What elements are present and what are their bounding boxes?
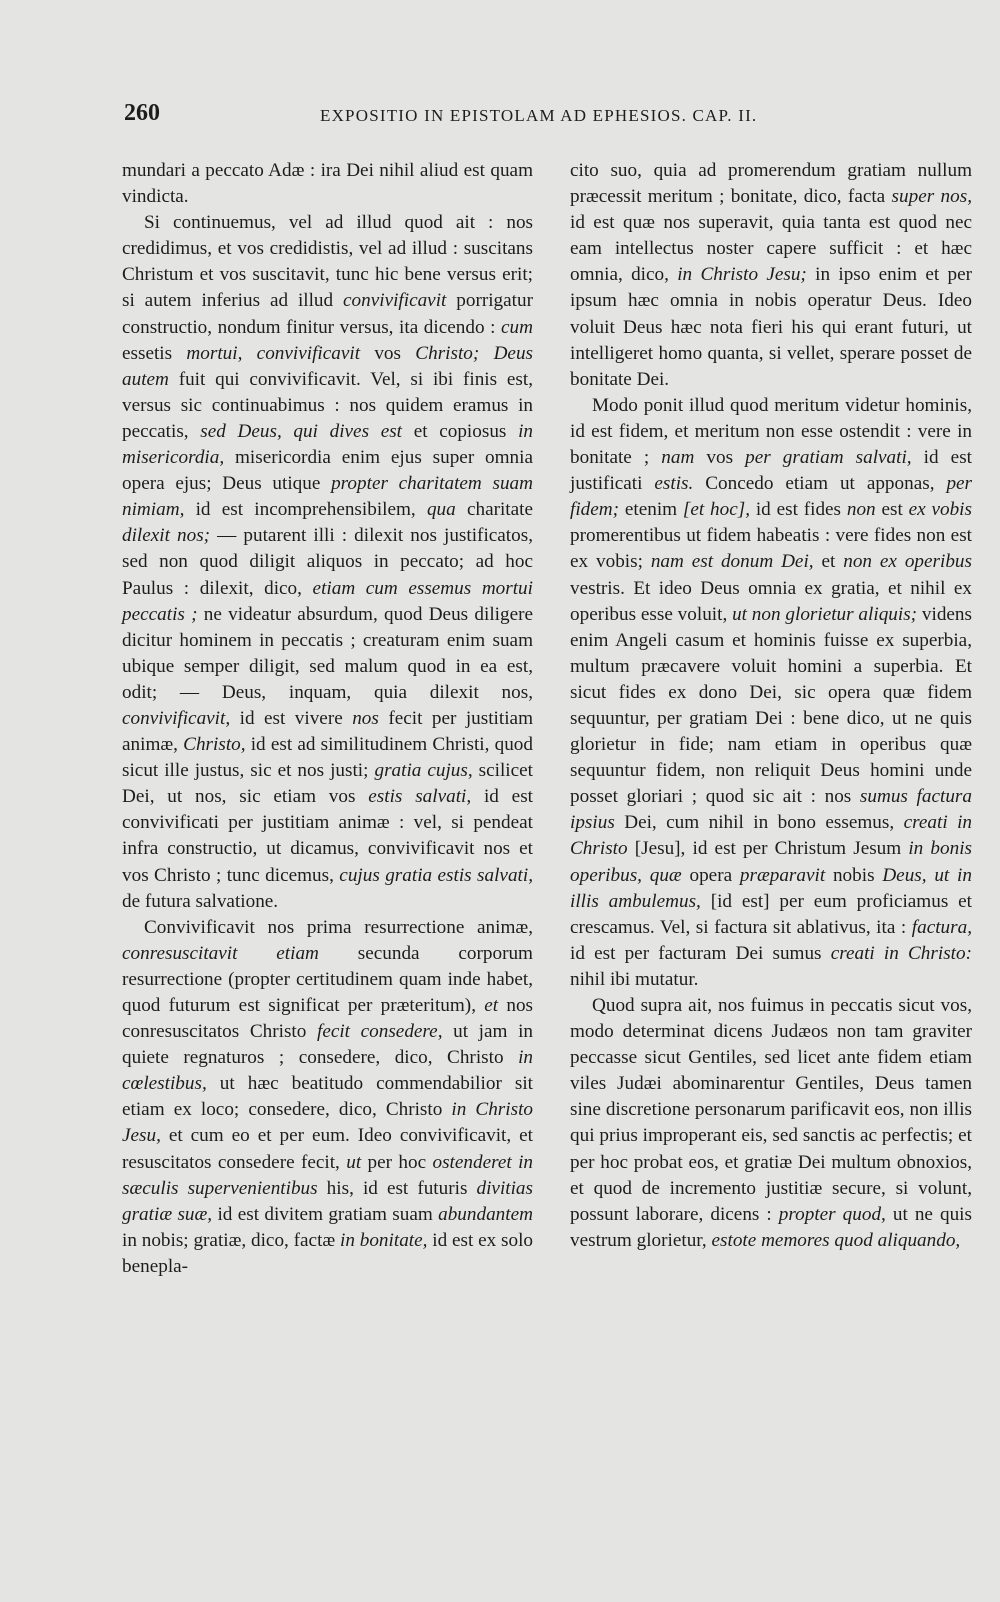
text-run: porrigatur constructio, nondum finitur versus, ita dicendo : bbox=[122, 290, 533, 338]
italic-text-run: mortui, convivificavit bbox=[186, 342, 361, 364]
italic-text-run: conresuscitavit etiam bbox=[122, 942, 319, 964]
page-header bbox=[120, 100, 850, 130]
text-run: essetis bbox=[122, 342, 187, 364]
italic-text-run: in Christo Jesu, bbox=[122, 1099, 533, 1147]
italic-text-run: Deus, ut in illis ambulemus, bbox=[570, 864, 972, 912]
italic-text-run: cujus gratia estis salvati, bbox=[339, 864, 533, 886]
paragraph bbox=[570, 993, 972, 1254]
text-run: et cum eo et per eum. Ideo convivificavit, et resuscitatos consedere fecit, bbox=[122, 1125, 533, 1173]
text-run: scilicet Dei, ut nos, sic etiam vos bbox=[122, 760, 534, 808]
text-run: per hoc bbox=[361, 1151, 433, 1173]
paragraph bbox=[570, 158, 972, 393]
italic-text-run: non bbox=[846, 499, 876, 521]
text-run: Quod supra ait, nos fuimus in peccatis sicut vos, modo determinat dicens Judæos non tam graviter peccasse sicut Gentiles, sed licet ante fidem etiam viles Judæi abominarentur Gentiles, Deus tamen sine discretione personarum parificavit eos, non illis qui prius improperant eis, sed sanctis ac perfectis; et per hoc probat eos, et gratiæ Dei multum obnoxios, et quod de incremento justitiæ secure, si volunt, possunt laborare, dicens : bbox=[570, 995, 972, 1225]
text-run: — putarent illi : dilexit nos justificatos, sed non quod diligit aliquos in peccato; ad hoc Paulus : dilexit, dico, bbox=[122, 525, 533, 599]
italic-text-run: Christo; Deus autem bbox=[122, 342, 534, 390]
text-run: promerentibus ut fidem habeatis : vere fides non est ex vobis; bbox=[570, 525, 972, 573]
text-run: id est quæ nos superavit, quia tanta est quod nec eam intellectus noster capere sufficit : et hæc omnia, dico, bbox=[570, 212, 972, 286]
italic-text-run: estis. bbox=[654, 473, 694, 495]
italic-text-run: Christo, bbox=[183, 734, 246, 756]
text-run: id est convivificati per justitiam animæ : vel, si pendeat infra constructio, ut dicamus, convivificavit nos et vos Christo ; tunc dicemus, bbox=[122, 786, 533, 886]
italic-text-run: in bonis operibus, quæ bbox=[570, 838, 972, 886]
italic-text-run: nos bbox=[352, 707, 379, 729]
text-run: nobis bbox=[825, 864, 883, 886]
text-run: Si continuemus, vel ad illud quod ait : nos credidimus, et vos credidistis, vel ad illud : suscitans Christum et vos suscitavit, tunc hic bene versus erit; si autem inferius ad illud bbox=[122, 212, 533, 312]
text-run: his, id est futuris bbox=[317, 1177, 477, 1199]
italic-text-run: non ex operibus bbox=[843, 551, 972, 573]
italic-text-run: in cœlestibus, bbox=[122, 1047, 533, 1095]
text-run: ut hæc beatitudo commendabilior sit etiam ex loco; consedere, dico, Christo bbox=[122, 1073, 533, 1121]
italic-text-run: in Christo Jesu; bbox=[677, 264, 807, 286]
text-run: [id est] per eum proficiamus et crescamus. Vel, si factura sit ablativus, ita : bbox=[570, 890, 972, 938]
text-run: in nobis; gratiæ, dico, factæ bbox=[122, 1229, 341, 1251]
text-run: ut ne quis vestrum glorietur, bbox=[570, 1203, 972, 1251]
text-run: mundari a peccato Adæ : ira Dei nihil aliud est quam vindicta. bbox=[122, 160, 533, 208]
paragraph bbox=[122, 210, 533, 915]
text-run: id est ad similitudinem Christi, quod sicut ille justus, sic et nos justi; bbox=[122, 734, 533, 782]
italic-text-run: qua bbox=[426, 499, 456, 521]
text-run: videns enim Angeli casum et hominis fuisse ex superbia, multum præcavere voluit homini a superbia. Et sicut fides ex dono Dei, sic opera quæ fidem sequuntur, per gratiam Dei : bene dico, ut ne quis glorietur in fide; nam etiam in operibus quæ sequuntur fidem, non reliquit Deus homini unde posset gloriari ; quod sic ait : nos bbox=[570, 603, 972, 808]
italic-text-run: estis salvati, bbox=[368, 786, 472, 808]
italic-text-run: abundantem bbox=[438, 1203, 533, 1225]
text-run: fuit qui convivificavit. Vel, si ibi finis est, versus sic continuabimus : nos quidem eramus in peccatis, bbox=[122, 368, 533, 442]
text-column-right bbox=[570, 158, 972, 1254]
text-run: id est divitem gratiam suam bbox=[212, 1203, 439, 1225]
text-run: Modo ponit illud quod meritum videtur hominis, id est fidem, et meritum non esse ostendit : vere in bonitate ; bbox=[570, 394, 972, 469]
italic-text-run: ut non glorietur aliquis; bbox=[732, 603, 918, 625]
italic-text-run: [et hoc], bbox=[682, 499, 751, 521]
text-run: ut jam in quiete regnaturos ; consedere, dico, Christo bbox=[122, 1021, 533, 1069]
text-run: nos conresuscitatos Christo bbox=[122, 995, 534, 1043]
text-run: in ipso enim et per ipsum hæc omnia in nobis operatur Deus. Ideo voluit Deus hæc nota fieri his qui erant futuri, ut intelligeret homo quanta, si vellet, sperare posset de bonitate Dei. bbox=[570, 264, 972, 390]
text-run: misericordia enim ejus super omnia opera ejus; Deus utique bbox=[122, 447, 533, 495]
text-run: Concedo etiam ut apponas, bbox=[693, 473, 947, 495]
italic-text-run: convivificavit, bbox=[122, 707, 231, 729]
text-run: id est ex solo benepla- bbox=[122, 1229, 533, 1277]
italic-text-run: dilexit nos; bbox=[122, 525, 211, 547]
text-run: [Jesu], id est per Christum Jesum bbox=[627, 838, 909, 860]
italic-text-run: factura, bbox=[911, 916, 972, 938]
italic-text-run: in bonitate, bbox=[340, 1229, 428, 1251]
italic-text-run: per fidem; bbox=[570, 473, 973, 521]
text-run: id est vivere bbox=[230, 707, 353, 729]
text-run: opera bbox=[681, 864, 740, 886]
text-run: nihil ibi mutatur. bbox=[570, 968, 699, 990]
text-run: ne videatur absurdum, quod Deus diligere dicitur hominem in peccatis ; creaturam enim suam ubique semper diligit, sed malum quod in ea est, odit; — Deus, inquam, quia dilexit nos, bbox=[122, 603, 533, 703]
text-run: cito suo, quia ad promerendum gratiam nullum præcessit meritum ; bonitate, dico, facta bbox=[570, 160, 972, 208]
text-run: de futura salvatione. bbox=[122, 890, 279, 912]
italic-text-run: in misericordia, bbox=[122, 420, 533, 469]
italic-text-run: ostenderet in sæculis supervenientibus bbox=[122, 1151, 533, 1199]
text-run: fecit per justitiam animæ, bbox=[122, 707, 533, 756]
text-run: Convivificavit nos prima resurrectione animæ, bbox=[144, 916, 533, 938]
italic-text-run: propter charitatem suam nimiam, bbox=[122, 473, 533, 521]
text-run: secunda corporum resurrectione (propter certitudinem quam inde habet, quod futurum est significat per præteritum), bbox=[122, 942, 533, 1016]
italic-text-run: et bbox=[484, 995, 499, 1016]
text-run: id est per facturam Dei sumus bbox=[570, 942, 831, 964]
text-run: Dei, cum nihil in bono essemus, bbox=[614, 812, 904, 834]
text-run: id est fides bbox=[750, 499, 847, 521]
text-run: etenim bbox=[619, 499, 683, 521]
italic-text-run: creati in Christo: bbox=[830, 942, 972, 964]
text-run: vestris. Et ideo Deus omnia ex gratia, et nihil ex operibus esse voluit, bbox=[570, 577, 972, 625]
text-run: id est justificati bbox=[570, 447, 972, 495]
text-run: id est incomprehensibilem, bbox=[184, 499, 427, 521]
italic-text-run: ut bbox=[346, 1151, 362, 1173]
italic-text-run: præparavit bbox=[739, 864, 826, 886]
italic-text-run: nam est donum Dei, bbox=[650, 551, 814, 573]
running-title: EXPOSITIO IN EPISTOLAM AD EPHESIOS. CAP. II. bbox=[320, 106, 758, 125]
italic-text-run: ex vobis bbox=[908, 499, 972, 521]
italic-text-run: sumus factura ipsius bbox=[570, 786, 972, 834]
paragraph bbox=[122, 158, 533, 210]
italic-text-run: estote memores quod aliquando, bbox=[711, 1229, 961, 1251]
italic-text-run: convivificavit bbox=[343, 290, 447, 312]
paragraph bbox=[570, 393, 972, 993]
italic-text-run: fecit consedere, bbox=[316, 1021, 443, 1043]
italic-text-run: divitias gratiæ suæ, bbox=[122, 1177, 533, 1225]
text-run: et copiosus bbox=[402, 420, 519, 442]
text-column-left bbox=[122, 158, 533, 1280]
italic-text-run: nam bbox=[661, 447, 695, 469]
italic-text-run: sed Deus, qui dives est bbox=[200, 420, 403, 442]
page-number: 260 bbox=[124, 100, 160, 126]
text-run: et bbox=[813, 551, 844, 573]
italic-text-run: gratia cujus, bbox=[374, 760, 473, 782]
paragraph bbox=[122, 915, 533, 1280]
italic-text-run: etiam cum essemus mortui peccatis ; bbox=[122, 577, 533, 625]
italic-text-run: super nos, bbox=[891, 186, 972, 208]
text-run: vos bbox=[360, 342, 416, 364]
text-run: est bbox=[875, 499, 909, 521]
italic-text-run: cum bbox=[501, 316, 533, 338]
text-run: vos bbox=[694, 447, 746, 469]
text-run: charitate bbox=[455, 499, 533, 521]
italic-text-run: per gratiam salvati, bbox=[745, 447, 912, 469]
italic-text-run: creati in Christo bbox=[570, 812, 973, 860]
italic-text-run: propter quod, bbox=[778, 1203, 886, 1225]
